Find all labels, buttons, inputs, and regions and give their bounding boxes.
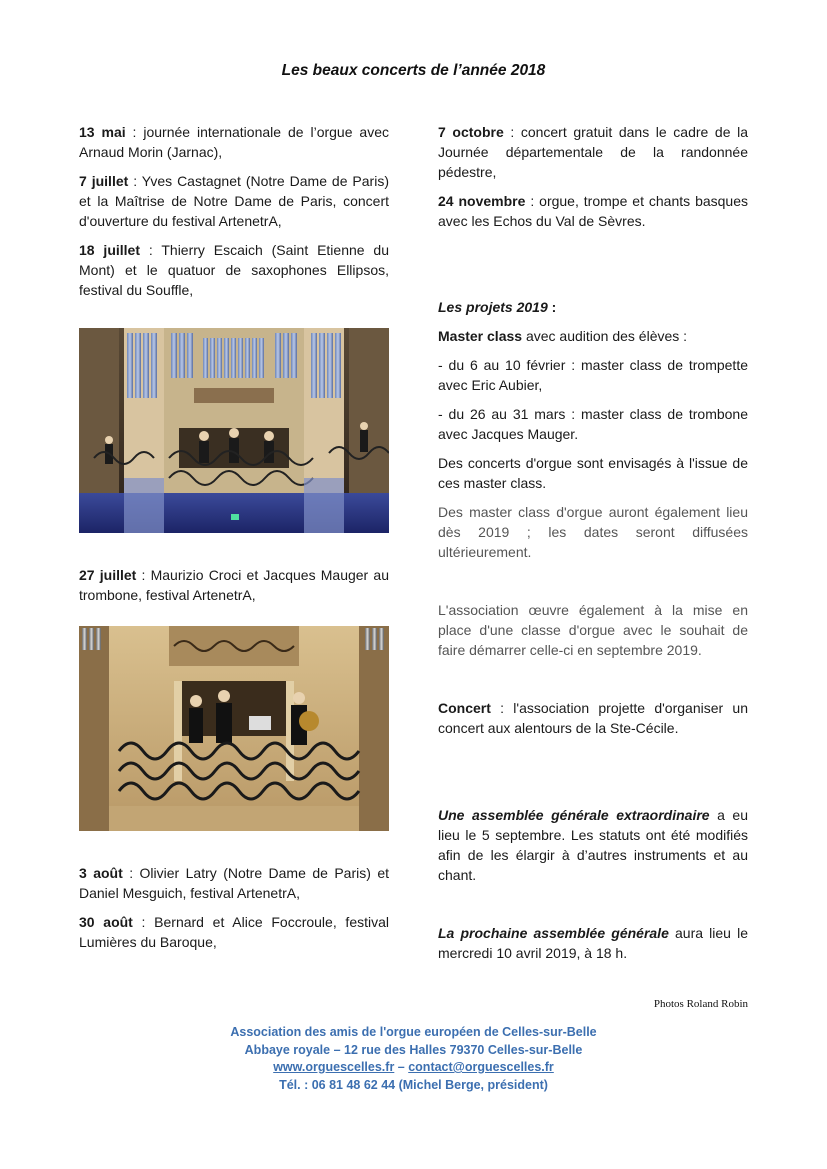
master-class-trombone: - du 26 au 31 mars : master class de trombone avec Jacques Mauger. xyxy=(438,406,748,442)
footer-phone: Tél. : 06 81 48 62 44 (Michel Berge, président) xyxy=(279,1077,548,1092)
footer-separator: – xyxy=(394,1060,409,1074)
photo-credit: Photos Roland Robin xyxy=(653,998,748,1010)
page-title: Les beaux concerts de l’année 2018 xyxy=(281,62,546,79)
concert-item: 18 juillet : Thierry Escaich (Saint Etienne du Mont) et le quatuor de saxophones Ellipsos, festival du Souffle, xyxy=(79,242,389,298)
concert-item: 3 août : Olivier Latry (Notre Dame de Paris) et Daniel Mesguich, festival ArtenetrA, xyxy=(79,865,389,901)
organ-concerts: Des concerts d'orgue sont envisagés à l'issue de ces master class. xyxy=(438,455,748,491)
master-class-intro: Master class avec audition des élèves : xyxy=(438,328,688,344)
concert-item: 24 novembre : orgue, trompe et chants basques avec les Echos du Val de Sèvres. xyxy=(438,193,749,229)
website-link[interactable]: www.orguescelles.fr xyxy=(273,1060,395,1074)
concert-item: 30 août : Bernard et Alice Foccroule, festival Lumières du Baroque, xyxy=(79,914,389,950)
concert-item: 27 juillet : Maurizio Croci et Jacques Mauger au trombone, festival ArtenetrA, xyxy=(79,567,389,603)
email-link[interactable]: contact@orguescelles.fr xyxy=(408,1060,554,1074)
next-assembly: La prochaine assemblée générale aura lieu le mercredi 10 avril 2019, à 18 h. xyxy=(438,925,748,961)
projects-heading: Les projets 2019 : xyxy=(438,299,557,315)
concert-item: 13 mai : journée internationale de l’orgue avec Arnaud Morin (Jarnac), xyxy=(79,124,389,160)
concert-note: Concert : l'association projette d'organiser un concert aux alentours de la Ste-Cécile. xyxy=(438,700,748,736)
master-class-trumpet: - du 6 au 10 février : master class de trompette avec Eric Aubier, xyxy=(438,357,748,393)
concert-item: 7 juillet : Yves Castagnet (Notre Dame de Paris) et la Maîtrise de Notre Dame de Paris, concert d'ouverture du festival ArtenetrA, xyxy=(79,173,389,229)
organ-photo-1 xyxy=(79,328,389,533)
organ-photo-2 xyxy=(79,626,389,831)
organ-class-note: L'association œuvre également à la mise en place d'une classe d'orgue avec le souhait de faire démarrer celle-ci en septembre 2019. xyxy=(438,602,748,658)
footer-association: Association des amis de l'orgue européen de Celles-sur-Belle xyxy=(230,1025,597,1039)
footer-links xyxy=(0,1059,827,1077)
concert-item: 7 octobre : concert gratuit dans le cadre de la Journée départementale de la randonnée pédestre, xyxy=(438,124,749,180)
organ-master-class: Des master class d'orgue auront également lieu dès 2019 ; les dates seront diffusées ultérieurement. xyxy=(438,504,748,560)
footer-address: Abbaye royale – 12 rue des Halles 79370 Celles-sur-Belle xyxy=(244,1042,583,1057)
footer xyxy=(0,1024,827,1094)
organ-photo-2-image xyxy=(79,626,389,831)
extraordinary-assembly: Une assemblée générale extraordinaire a eu lieu le 5 septembre. Les statuts ont été modifiés afin de les élargir à d’autres instruments et au chant. xyxy=(438,807,749,883)
organ-photo-1-image xyxy=(79,328,389,533)
